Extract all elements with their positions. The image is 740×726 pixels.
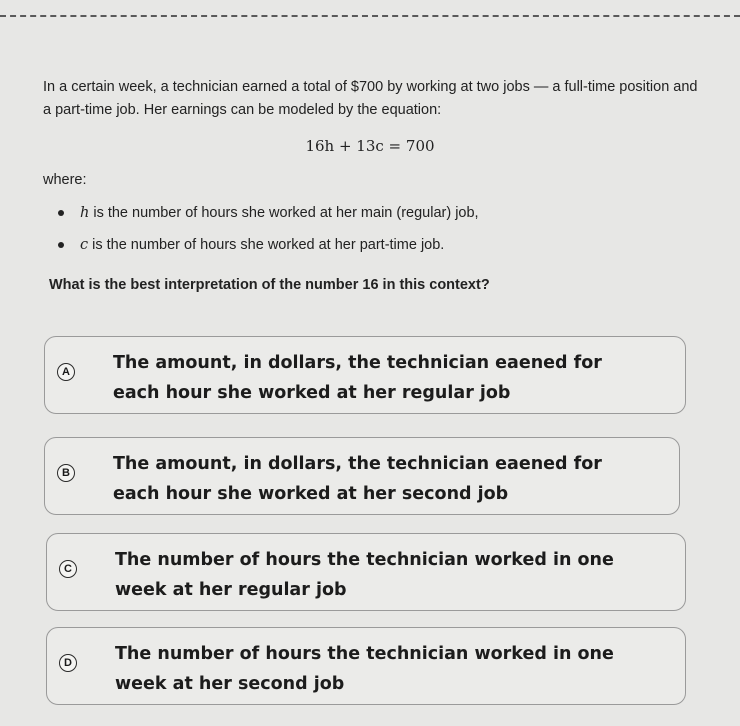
- where-label: where:: [43, 172, 87, 188]
- option-c-line1: The number of hours the technician worked in one: [115, 550, 614, 570]
- option-c-line2: week at her regular job: [115, 580, 347, 600]
- variable-h: h: [80, 205, 90, 221]
- bullet-dot-icon: [58, 210, 64, 216]
- option-a-text: [113, 348, 669, 408]
- option-letter-d: D: [59, 654, 77, 672]
- question-stem: In a certain week, a technician earned a total of $700 by working at two jobs — a full-time position and a part-time job. Her earnings can be modeled by the equation:: [43, 79, 698, 118]
- option-letter-c: C: [59, 560, 77, 578]
- definition-c-text: is the number of hours she worked at her part-time job.: [92, 237, 445, 253]
- option-a-line1: The amount, in dollars, the technician eaened for: [113, 353, 602, 373]
- answer-option-b[interactable]: [44, 437, 680, 515]
- question-prompt: What is the best interpretation of the number 16 in this context?: [49, 277, 490, 293]
- answer-option-c[interactable]: [46, 533, 686, 611]
- option-b-line1: The amount, in dollars, the technician eaened for: [113, 454, 602, 474]
- definition-h: [58, 205, 479, 221]
- answer-option-a[interactable]: [44, 336, 686, 414]
- option-b-text: [113, 449, 663, 509]
- variable-c: c: [80, 237, 89, 253]
- option-c-text: [115, 545, 669, 605]
- bullet-dot-icon: [58, 242, 64, 248]
- option-letter-a: A: [57, 363, 75, 381]
- definition-c: [58, 237, 444, 253]
- answer-option-d[interactable]: [46, 627, 686, 705]
- top-dashed-divider: [0, 15, 740, 17]
- option-b-line2: each hour she worked at her second job: [113, 484, 509, 504]
- option-d-line2: week at her second job: [115, 674, 345, 694]
- option-d-text: [115, 639, 669, 699]
- option-d-line1: The number of hours the technician worked in one: [115, 644, 614, 664]
- definition-h-text: is the number of hours she worked at her main (regular) job,: [93, 205, 479, 221]
- equation: 16h + 13c = 700: [305, 137, 435, 155]
- option-a-line2: each hour she worked at her regular job: [113, 383, 511, 403]
- option-letter-b: B: [57, 464, 75, 482]
